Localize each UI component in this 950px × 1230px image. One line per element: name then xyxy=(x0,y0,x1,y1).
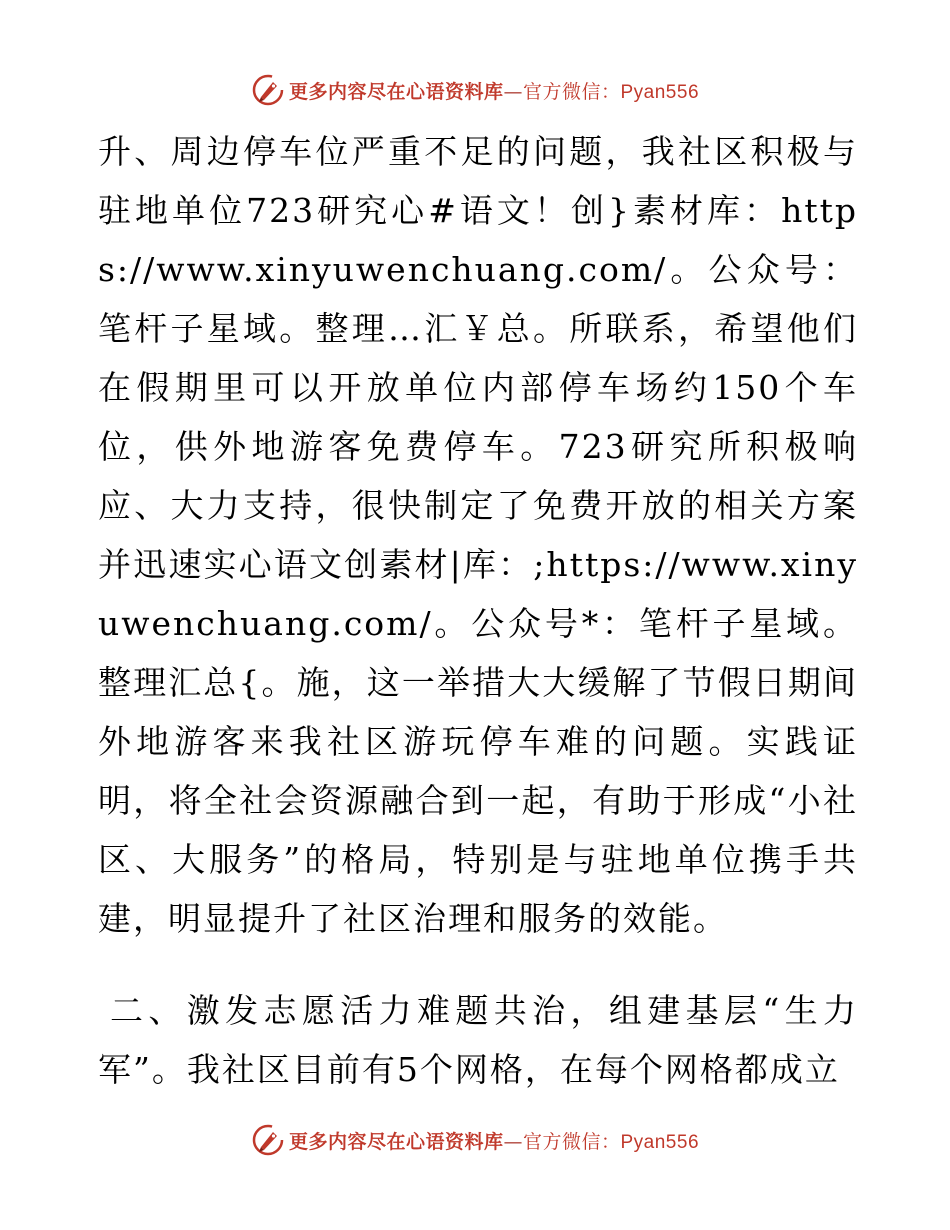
watermark-text xyxy=(289,1127,699,1154)
watermark-brand: 更多内容尽在心语资料库 xyxy=(288,1130,504,1153)
watermark-suffix: 官方微信：Pyan556 xyxy=(523,81,700,103)
document-body xyxy=(98,122,858,1099)
watermark-text xyxy=(289,77,699,104)
watermark-separator: — xyxy=(503,80,523,103)
paragraph-section-two: 二、激发志愿活力难题共治，组建基层“生力军”。我社区目前有5个网格，在每个网格都成立 xyxy=(98,991,858,1089)
header-watermark xyxy=(0,70,950,110)
footer-watermark xyxy=(0,1120,950,1160)
watermark-group xyxy=(251,1123,699,1157)
paragraph-continued: 升、周边停车位严重不足的问题，我社区积极与驻地单位723研究心#语文！创}素材库：https://www.xinyuwenchuang.com/。公众号：笔杆子星域。整理…汇￥总。所联系，希望他们在假期里可以开放单位内部停车场约150个车位，供外地游客免费停车。723研究所积极响应、大力支持，很快制定了免费开放的相关方案并迅速实心语文创素材|库：;https://www.xinyuwenchuang.com/。公众号*：笔杆子星域。整理汇总{。施，这一举措大大缓解了节假日期间外地游客来我社区游玩停车难的问题。实践证明，将全社会资源融合到一起，有助于形成“小社区、大服务”的格局，特别是与驻地单位携手共建，明显提升了社区治理和服务的效能。 xyxy=(98,132,858,938)
pen-nib-logo-icon xyxy=(251,73,285,107)
watermark-brand: 更多内容尽在心语资料库 xyxy=(288,80,504,103)
watermark-separator: — xyxy=(503,1130,523,1153)
watermark-suffix: 官方微信：Pyan556 xyxy=(523,1131,700,1153)
pen-nib-logo-icon xyxy=(251,1123,285,1157)
watermark-group xyxy=(251,73,699,107)
